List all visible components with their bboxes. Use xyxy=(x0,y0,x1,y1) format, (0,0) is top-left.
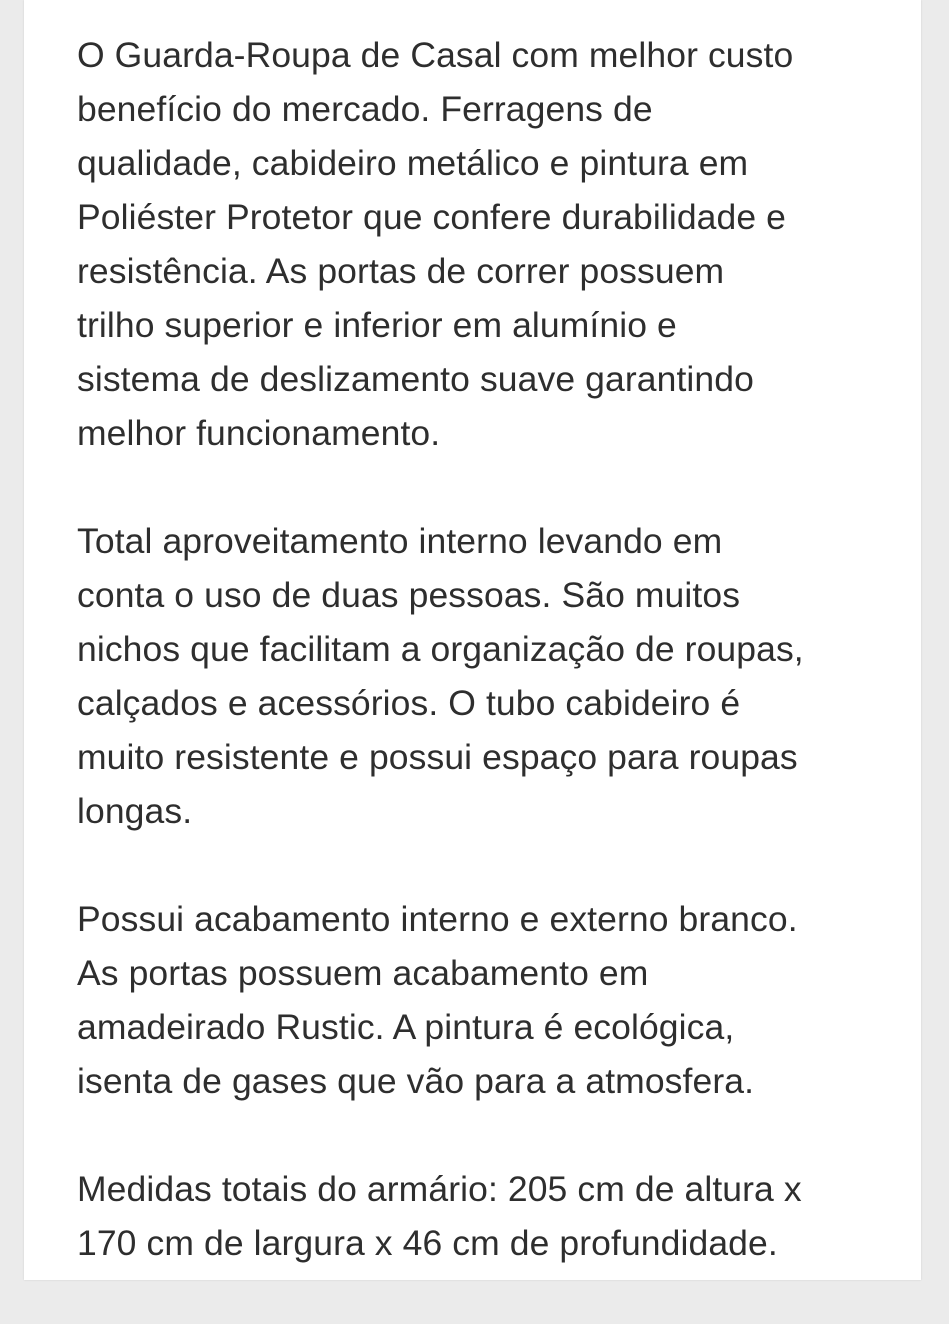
text-line: conta o uso de duas pessoas. São muitos xyxy=(77,575,741,615)
description-paragraph-dimensions xyxy=(77,1162,897,1270)
text-line: sistema de deslizamento suave garantindo xyxy=(77,359,754,399)
description-paragraph-interior xyxy=(77,514,897,838)
text-line: Poliéster Protetor que confere durabilidade e xyxy=(77,197,787,237)
text-line: longas. xyxy=(77,791,193,831)
text-line: As portas possuem acabamento em xyxy=(77,953,649,993)
text-line: isenta de gases que vão para a atmosfera. xyxy=(77,1061,755,1101)
text-line: Possui acabamento interno e externo branco. xyxy=(77,899,798,939)
text-line: qualidade, cabideiro metálico e pintura em xyxy=(77,143,749,183)
description-paragraph-finish xyxy=(77,892,897,1108)
text-line: benefício do mercado. Ferragens de xyxy=(77,89,653,129)
page-card xyxy=(24,0,921,1280)
text-line: Total aproveitamento interno levando em xyxy=(77,521,723,561)
text-line: amadeirado Rustic. A pintura é ecológica, xyxy=(77,1007,735,1047)
text-line: resistência. As portas de correr possuem xyxy=(77,251,725,291)
text-line: 170 cm de largura x 46 cm de profundidade. xyxy=(77,1223,778,1263)
text-line: calçados e acessórios. O tubo cabideiro é xyxy=(77,683,741,723)
text-line: melhor funcionamento. xyxy=(77,413,441,453)
text-line: Medidas totais do armário: 205 cm de altura x xyxy=(77,1169,802,1209)
product-description xyxy=(77,28,897,1324)
text-line: O Guarda-Roupa de Casal com melhor custo xyxy=(77,35,794,75)
text-line: nichos que facilitam a organização de roupas, xyxy=(77,629,804,669)
description-paragraph-intro xyxy=(77,28,897,460)
text-line: muito resistente e possui espaço para roupas xyxy=(77,737,798,777)
text-line: trilho superior e inferior em alumínio e xyxy=(77,305,677,345)
